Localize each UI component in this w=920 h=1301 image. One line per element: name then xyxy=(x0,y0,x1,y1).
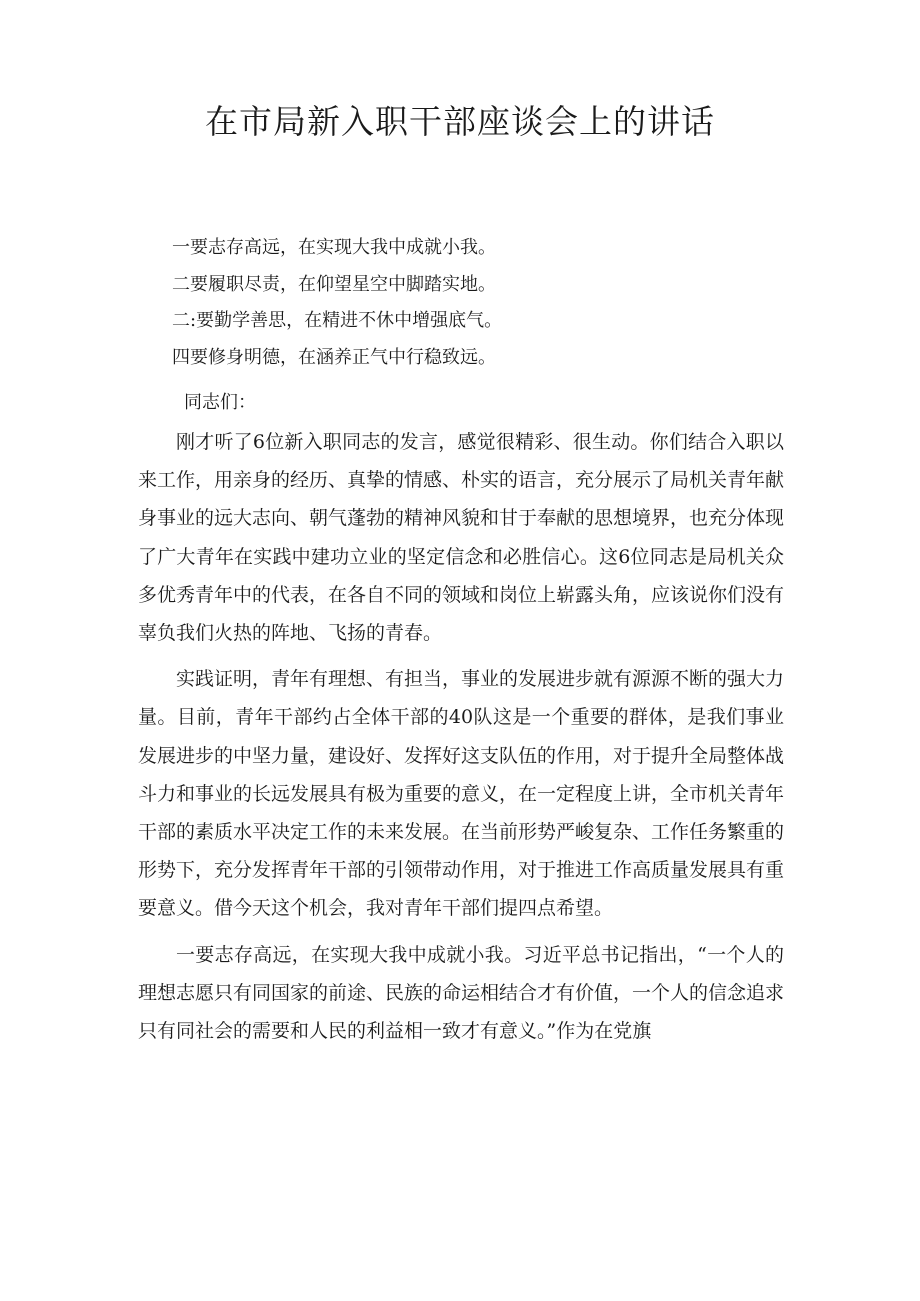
paragraph: 实践证明，青年有理想、有担当，事业的发展进步就有源源不断的强大力量。目前，青年干部约占全体干部的40队这是一个重要的群体，是我们事业发展进步的中坚力量，建设好、发挥好这支队伍的作用，对于提升全局整体战斗力和事业的长远发展具有极为重要的意义，在一定程度上讲，全市机关青年干部的素质水平决定工作的未来发展。在当前形势严峻复杂、工作任务繁重的形势下，充分发挥青年干部的引领带动作用，对于推进工作高质量发展具有重要意义。借今天这个机会，我对青年干部们提四点希望。 xyxy=(138,668,785,920)
outline-item: 一要志存高远，在实现大我中成就小我。 xyxy=(172,237,496,258)
body-text xyxy=(138,423,784,1058)
paragraph: 一要志存高远，在实现大我中成就小我。习近平总书记指出，“一个人的理想志愿只有同国家的前途、民族的命运相结合才有价值，一个人的信念追求只有同社会的需要和人民的利益相一致才有意义。”作为在党旗 xyxy=(138,943,785,1043)
outline-item: 二要履职尽责，在仰望星空中脚踏实地。 xyxy=(172,273,496,295)
outline-item: 四要修身明德，在涵养正气中行稳致远。 xyxy=(172,346,496,368)
paragraph: 刚才听了6位新入职同志的发言，感觉很精彩、很生动。你们结合入职以来工作，用亲身的经历、真挚的情感、朴实的语言，充分展示了局机关青年献身事业的远大志向、朝气蓬勃的精神风貌和甘于奉献的思想境界，也充分体现了广大青年在实践中建功立业的坚定信念和必胜信心。这6位同志是局机关众多优秀青年中的代表，在各自不同的领域和岗位上崭露头角，应该说你们没有辜负我们火热的阵地、飞扬的青春。 xyxy=(138,431,785,645)
document-title: 在市局新入职干部座谈会上的讲话 xyxy=(205,102,715,141)
salutation: 同志们： xyxy=(184,392,256,413)
outline-item: 二:要勤学善思，在精进不休中增强底气。 xyxy=(172,310,503,331)
outline-list xyxy=(172,230,772,376)
